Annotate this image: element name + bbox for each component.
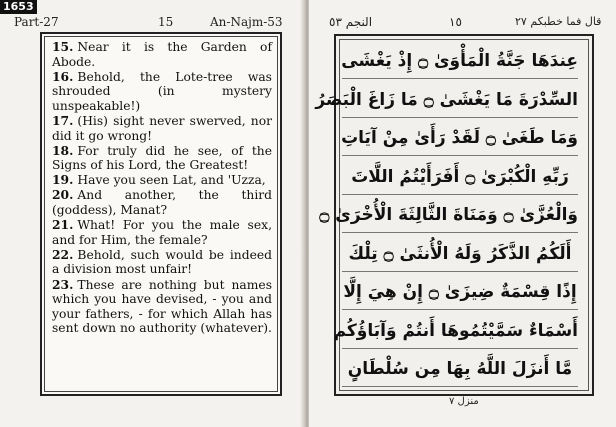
verse-number: 18. [52,142,74,158]
verse-text: Behold, the Lote-tree was shrouded (in mystery unspeakable!) [52,69,272,113]
verse-text: (His) sight never swerved, nor did it go wrong! [52,113,272,143]
verse-item [52,248,272,277]
translation-frame [40,32,282,396]
verse-number: 17. [52,112,74,128]
manzil-marker: منزل ٧ [449,396,479,407]
verse-item [52,40,272,69]
verse-number: 15. [52,39,74,54]
right-header-page-number: ١٥ [449,15,462,29]
arabic-text-line: وَالْعُزَّىٰ ۝ وَمَنَاةَ الثَّالِثَةَ الْأُخْرَىٰ ۝ [342,198,578,233]
verse-item [52,173,272,188]
left-header-page-number: 15 [158,15,174,29]
left-header-surah: An-Najm-53 [210,15,283,29]
verse-number: 22. [52,246,74,262]
left-page [0,0,305,427]
verse-number: 21. [52,217,74,233]
left-header-part: Part-27 [14,15,59,29]
arabic-frame [315,34,594,396]
arabic-text-line: أَسْمَاءٌ سَمَّيْتُمُوهَا أَنتُمْ وَآبَاؤُكُم [342,314,578,349]
verse-text: What! For you the male sex, and for Him, the female? [52,218,272,247]
image-number-badge: 1653 [0,0,37,14]
right-header-part: قال فما خطبكم ٢٧ [515,15,602,28]
verse-number: 19. [52,172,74,188]
verse-text: For truly did he see, of the Signs of his Lord, the Greatest! [52,143,272,173]
right-header-surah: النجم ٥٣ [329,15,373,29]
verse-item [52,70,272,114]
arabic-text-line: عِندَهَا جَنَّةُ الْمَأْوَىٰ ۝ إِذْ يَغْشَى [342,44,578,79]
arabic-text-line: وَمَا طَغَىٰ ۝ لَقَدْ رَأَىٰ مِنْ آيَاتِ [342,121,578,156]
arabic-text-line: إِذًا قِسْمَةٌ ضِيزَىٰ ۝ إِنْ هِيَ إِلَّا [342,275,578,310]
arabic-text-line: أَلَكُمُ الذَّكَرُ وَلَهُ الْأُنثَىٰ ۝ تِلْكَ [342,237,578,272]
verse-number: 23. [52,276,74,292]
verse-item [52,218,272,247]
verse-list [52,40,272,336]
right-page [309,0,616,427]
verse-item [52,278,272,336]
verse-number: 16. [52,68,74,84]
verse-text: And another, the third (goddess), Manat? [52,188,272,218]
arabic-text-line: رَبِّهِ الْكُبْرَىٰ ۝ أَفَرَأَيْتُمُ اللَّاتَ [342,160,578,195]
arabic-text-line: مَّا أَنزَلَ اللَّهُ بِهَا مِن سُلْطَانٍ [342,352,578,387]
verse-number: 20. [52,187,74,203]
verse-item [52,114,272,143]
arabic-text-line: السِّدْرَةَ مَا يَغْشَىٰ ۝ مَا زَاغَ الْبَصَرُ [342,83,578,118]
verse-text: Have you seen Lat, and 'Uzza, [77,173,266,188]
verse-item [52,144,272,173]
verse-item [52,188,272,217]
verse-text: These are nothing but names which you have devised, - you and your fathers, - for which Allah has sent down no authority (whatever). [52,277,272,336]
verse-text: Near it is the Garden of Abode. [52,40,272,69]
verse-text: Behold, such would be indeed a division most unfair! [52,247,272,277]
